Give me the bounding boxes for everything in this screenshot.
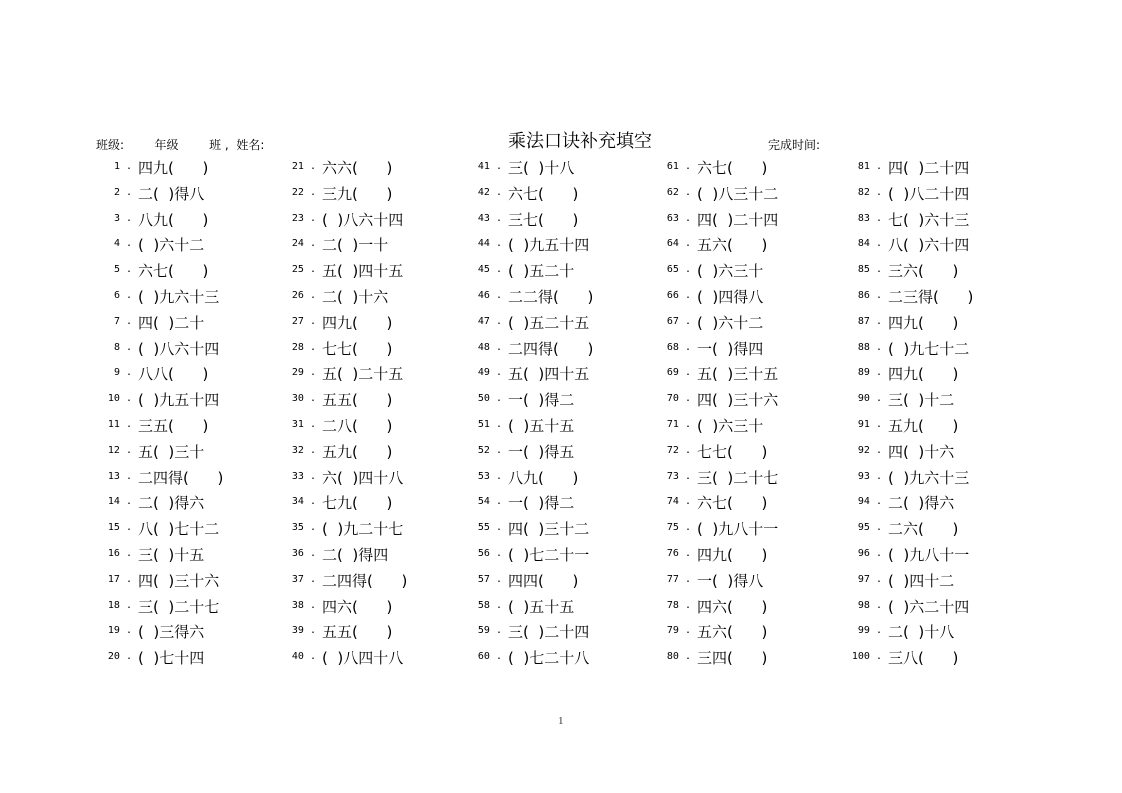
question-blank[interactable]: ( )九八十一	[888, 545, 970, 564]
question-number: 83 .	[857, 212, 882, 224]
question-blank[interactable]: ( )三得六	[138, 623, 205, 642]
question-blank[interactable]: ( )九五十四	[508, 236, 590, 255]
question-blank[interactable]: ( )五十五	[508, 416, 575, 435]
question-number: 29 .	[291, 367, 316, 379]
question-blank[interactable]: ( )五十五	[508, 597, 575, 616]
question-blank[interactable]: 二二得( )	[508, 287, 594, 306]
question-number: 72 .	[666, 444, 691, 456]
question-blank[interactable]: 二( )得八	[138, 184, 205, 203]
question-number: 93 .	[857, 470, 882, 482]
question-blank[interactable]: 六六( )	[322, 159, 393, 177]
question-blank[interactable]: 四六( )	[697, 597, 768, 616]
question-blank[interactable]: 五( )四十五	[508, 365, 590, 384]
question-number: 35 .	[291, 522, 316, 534]
question-number: 95 .	[857, 522, 882, 534]
question-blank[interactable]: 五五( )	[322, 623, 393, 642]
completion-time-label: 完成时间:	[768, 138, 821, 152]
question-number: 10 .	[107, 393, 132, 405]
question-number: 82 .	[857, 186, 882, 198]
question-number: 14 .	[107, 496, 132, 508]
question-blank[interactable]: ( )九六十三	[138, 287, 220, 306]
question-blank[interactable]: ( )八六十四	[138, 339, 220, 358]
question-blank[interactable]: 四九( )	[697, 545, 768, 564]
question-number: 9 .	[113, 367, 132, 379]
question-blank[interactable]: 五九( )	[322, 442, 393, 461]
question-number: 91 .	[857, 418, 882, 430]
question-blank[interactable]: 六七( )	[138, 262, 209, 281]
question-number: 42 .	[477, 186, 502, 198]
question-number: 71 .	[666, 418, 691, 430]
question-number: 19 .	[107, 625, 132, 637]
question-blank[interactable]: 三四( )	[697, 649, 768, 668]
question-number: 40 .	[291, 651, 316, 663]
question-number: 67 .	[666, 315, 691, 327]
question-blank[interactable]: 五六( )	[697, 236, 768, 255]
question-blank[interactable]: 四( )三十二	[508, 520, 590, 539]
question-blank[interactable]: 五( )二十五	[322, 365, 404, 384]
question-number: 79 .	[666, 625, 691, 637]
question-blank[interactable]: 二( )得四	[322, 545, 389, 564]
question-blank[interactable]: 六七( )	[508, 184, 579, 203]
question-number: 80 .	[666, 651, 691, 663]
question-number: 96 .	[857, 547, 882, 559]
question-number: 60 .	[477, 651, 502, 663]
question-number: 31 .	[291, 418, 316, 430]
question-number: 25 .	[291, 264, 316, 276]
question-blank[interactable]: 三九( )	[322, 184, 393, 203]
question-blank[interactable]: ( )七二十一	[508, 545, 590, 564]
question-blank[interactable]: ( )九八十一	[697, 520, 779, 539]
question-number: 30 .	[291, 393, 316, 405]
question-blank[interactable]: 二四得( )	[138, 468, 224, 487]
question-blank[interactable]: 二( )十六	[322, 287, 389, 306]
question-blank[interactable]: 七七( )	[322, 339, 393, 358]
question-number: 81 .	[857, 161, 882, 172]
question-blank[interactable]: 七九( )	[322, 494, 393, 513]
question-blank[interactable]: 四( )二十四	[697, 210, 779, 229]
question-blank[interactable]: 八( )六十四	[888, 236, 970, 255]
question-blank[interactable]: ( )七十四	[138, 649, 205, 668]
question-number: 94 .	[857, 496, 882, 508]
question-blank[interactable]: 三( )二十四	[508, 623, 590, 642]
question-number: 73 .	[666, 470, 691, 482]
question-blank[interactable]: 三八( )	[888, 649, 959, 668]
question-blank[interactable]: ( )六三十	[697, 416, 764, 435]
question-number: 97 .	[857, 573, 882, 585]
question-blank[interactable]: ( )七二十八	[508, 649, 590, 668]
question-blank[interactable]: ( )八三十二	[697, 184, 779, 203]
question-blank[interactable]: 三六( )	[888, 262, 959, 281]
question-blank[interactable]: 五( )四十五	[322, 262, 404, 281]
question-number: 99 .	[857, 625, 882, 637]
question-number: 4 .	[113, 238, 132, 250]
question-number: 70 .	[666, 393, 691, 405]
question-number: 61 .	[666, 161, 691, 172]
question-blank[interactable]: 三七( )	[508, 210, 579, 229]
question-blank[interactable]: 六七( )	[697, 159, 768, 177]
question-number: 64 .	[666, 238, 691, 250]
question-number: 44 .	[477, 238, 502, 250]
question-number: 17 .	[107, 573, 132, 585]
question-blank[interactable]: 七七( )	[697, 442, 768, 461]
question-number: 58 .	[477, 599, 502, 611]
question-blank[interactable]: 七( )六十三	[888, 210, 970, 229]
question-number: 39 .	[291, 625, 316, 637]
question-number: 69 .	[666, 367, 691, 379]
question-blank[interactable]: 二四得( )	[322, 571, 408, 590]
question-number: 84 .	[857, 238, 882, 250]
question-number: 20 .	[107, 651, 132, 663]
question-number: 41 .	[477, 161, 502, 172]
question-number: 56 .	[477, 547, 502, 559]
question-number: 76 .	[666, 547, 691, 559]
question-number: 88 .	[857, 341, 882, 353]
question-number: 28 .	[291, 341, 316, 353]
question-blank[interactable]: 四四( )	[508, 571, 579, 590]
question-blank[interactable]: 二( )十八	[888, 623, 955, 642]
question-blank[interactable]: 三五( )	[138, 416, 209, 435]
question-number: 55 .	[477, 522, 502, 534]
question-blank[interactable]: 二六( )	[888, 520, 959, 539]
question-number: 32 .	[291, 444, 316, 456]
question-blank[interactable]: ( )五二十五	[508, 313, 590, 332]
question-blank[interactable]: ( )九六十三	[888, 468, 970, 487]
question-blank[interactable]: 四( )二十	[138, 313, 205, 332]
question-number: 36 .	[291, 547, 316, 559]
question-blank[interactable]: 二四得( )	[508, 339, 594, 358]
question-blank[interactable]: 八九( )	[508, 468, 579, 487]
question-number: 37 .	[291, 573, 316, 585]
question-number: 46 .	[477, 289, 502, 301]
question-number: 66 .	[666, 289, 691, 301]
question-number: 65 .	[666, 264, 691, 276]
question-blank[interactable]: ( )六十二	[138, 236, 205, 255]
question-blank[interactable]: 五五( )	[322, 391, 393, 410]
question-blank[interactable]: 三( )十二	[888, 391, 955, 410]
question-number: 63 .	[666, 212, 691, 224]
question-blank[interactable]: ( )六十二	[697, 313, 764, 332]
question-number: 33 .	[291, 470, 316, 482]
question-blank[interactable]: 三( )十八	[508, 159, 575, 177]
question-number: 51 .	[477, 418, 502, 430]
question-blank[interactable]: 三( )二十七	[697, 468, 779, 487]
question-number: 16 .	[107, 547, 132, 559]
question-number: 90 .	[857, 393, 882, 405]
question-blank[interactable]: 二( )得六	[138, 494, 205, 513]
question-blank[interactable]: 二八( )	[322, 416, 393, 435]
question-blank[interactable]: 二三得( )	[888, 287, 974, 306]
question-blank[interactable]: 四九( )	[138, 159, 209, 177]
question-number: 53 .	[477, 470, 502, 482]
question-blank[interactable]: ( )八二十四	[888, 184, 970, 203]
page-number: 1	[558, 715, 564, 727]
question-number: 78 .	[666, 599, 691, 611]
question-number: 74 .	[666, 496, 691, 508]
question-blank[interactable]: 一( )得四	[697, 339, 764, 358]
question-blank[interactable]: 四( )三十六	[697, 391, 779, 410]
question-number: 43 .	[477, 212, 502, 224]
question-number: 26 .	[291, 289, 316, 301]
question-blank[interactable]: 三( )十五	[138, 545, 205, 564]
question-blank[interactable]: 八九( )	[138, 210, 209, 229]
question-blank[interactable]: 四九( )	[888, 313, 959, 332]
question-number: 57 .	[477, 573, 502, 585]
question-number: 100 .	[851, 651, 882, 663]
question-number: 11 .	[107, 418, 132, 430]
question-blank[interactable]: 六( )四十八	[322, 468, 404, 487]
question-blank[interactable]: 四( )三十六	[138, 571, 220, 590]
question-number: 62 .	[666, 186, 691, 198]
question-number: 98 .	[857, 599, 882, 611]
question-number: 52 .	[477, 444, 502, 456]
question-number: 89 .	[857, 367, 882, 379]
question-blank[interactable]: 八八( )	[138, 365, 209, 384]
question-blank[interactable]: 五( )三十五	[697, 365, 779, 384]
question-number: 3 .	[113, 212, 132, 224]
question-blank[interactable]: ( )九二十七	[322, 520, 404, 539]
question-number: 7 .	[113, 315, 132, 327]
question-blank[interactable]: 四九( )	[322, 313, 393, 332]
question-number: 27 .	[291, 315, 316, 327]
question-number: 38 .	[291, 599, 316, 611]
question-number: 59 .	[477, 625, 502, 637]
question-number: 5 .	[113, 264, 132, 276]
question-number: 92 .	[857, 444, 882, 456]
question-blank[interactable]: 二( )得六	[888, 494, 955, 513]
question-blank[interactable]: 五( )三十	[138, 442, 205, 461]
question-number: 45 .	[477, 264, 502, 276]
student-info-header: 班级: 年级 班 , 姓名:	[96, 138, 265, 152]
question-number: 15 .	[107, 522, 132, 534]
page-title: 乘法口诀补充填空	[508, 131, 652, 152]
question-blank[interactable]: ( )九七十二	[888, 339, 970, 358]
question-number: 68 .	[666, 341, 691, 353]
question-blank[interactable]: 五六( )	[697, 623, 768, 642]
question-number: 85 .	[857, 264, 882, 276]
question-blank[interactable]: 一( )得八	[697, 571, 764, 590]
question-number: 50 .	[477, 393, 502, 405]
question-number: 49 .	[477, 367, 502, 379]
question-number: 13 .	[107, 470, 132, 482]
question-blank[interactable]: 四九( )	[888, 365, 959, 384]
question-number: 22 .	[291, 186, 316, 198]
question-blank[interactable]: ( )八四十八	[322, 649, 404, 668]
question-blank[interactable]: ( )八六十四	[322, 210, 404, 229]
question-blank[interactable]: 四( )十六	[888, 442, 955, 461]
question-blank[interactable]: 四六( )	[322, 597, 393, 616]
question-blank[interactable]: 一( )得二	[508, 494, 575, 513]
question-blank[interactable]: 八( )七十二	[138, 520, 220, 539]
question-number: 87 .	[857, 315, 882, 327]
question-number: 54 .	[477, 496, 502, 508]
question-number: 12 .	[107, 444, 132, 456]
question-blank[interactable]: ( )六二十四	[888, 597, 970, 616]
question-number: 18 .	[107, 599, 132, 611]
question-blank[interactable]: ( )四十二	[888, 571, 955, 590]
question-blank[interactable]: 一( )得五	[508, 442, 575, 461]
question-blank[interactable]: 四( )二十四	[888, 159, 970, 177]
question-blank[interactable]: ( )九五十四	[138, 391, 220, 410]
question-blank[interactable]: 五九( )	[888, 416, 959, 435]
question-blank[interactable]: 六七( )	[697, 494, 768, 513]
question-number: 47 .	[477, 315, 502, 327]
question-number: 2 .	[113, 186, 132, 198]
question-blank[interactable]: 二( )一十	[322, 236, 389, 255]
question-number: 34 .	[291, 496, 316, 508]
question-number: 48 .	[477, 341, 502, 353]
question-blank[interactable]: 三( )二十七	[138, 597, 220, 616]
question-number: 86 .	[857, 289, 882, 301]
question-blank[interactable]: ( )五二十	[508, 262, 575, 281]
question-number: 24 .	[291, 238, 316, 250]
question-number: 23 .	[291, 212, 316, 224]
question-number: 75 .	[666, 522, 691, 534]
question-number: 8 .	[113, 341, 132, 353]
question-number: 21 .	[291, 161, 316, 172]
question-number: 1 .	[113, 161, 132, 172]
question-number: 6 .	[113, 289, 132, 301]
question-blank[interactable]: ( )六三十	[697, 262, 764, 281]
question-blank[interactable]: ( )四得八	[697, 287, 764, 306]
question-blank[interactable]: 一( )得二	[508, 391, 575, 410]
question-number: 77 .	[666, 573, 691, 585]
